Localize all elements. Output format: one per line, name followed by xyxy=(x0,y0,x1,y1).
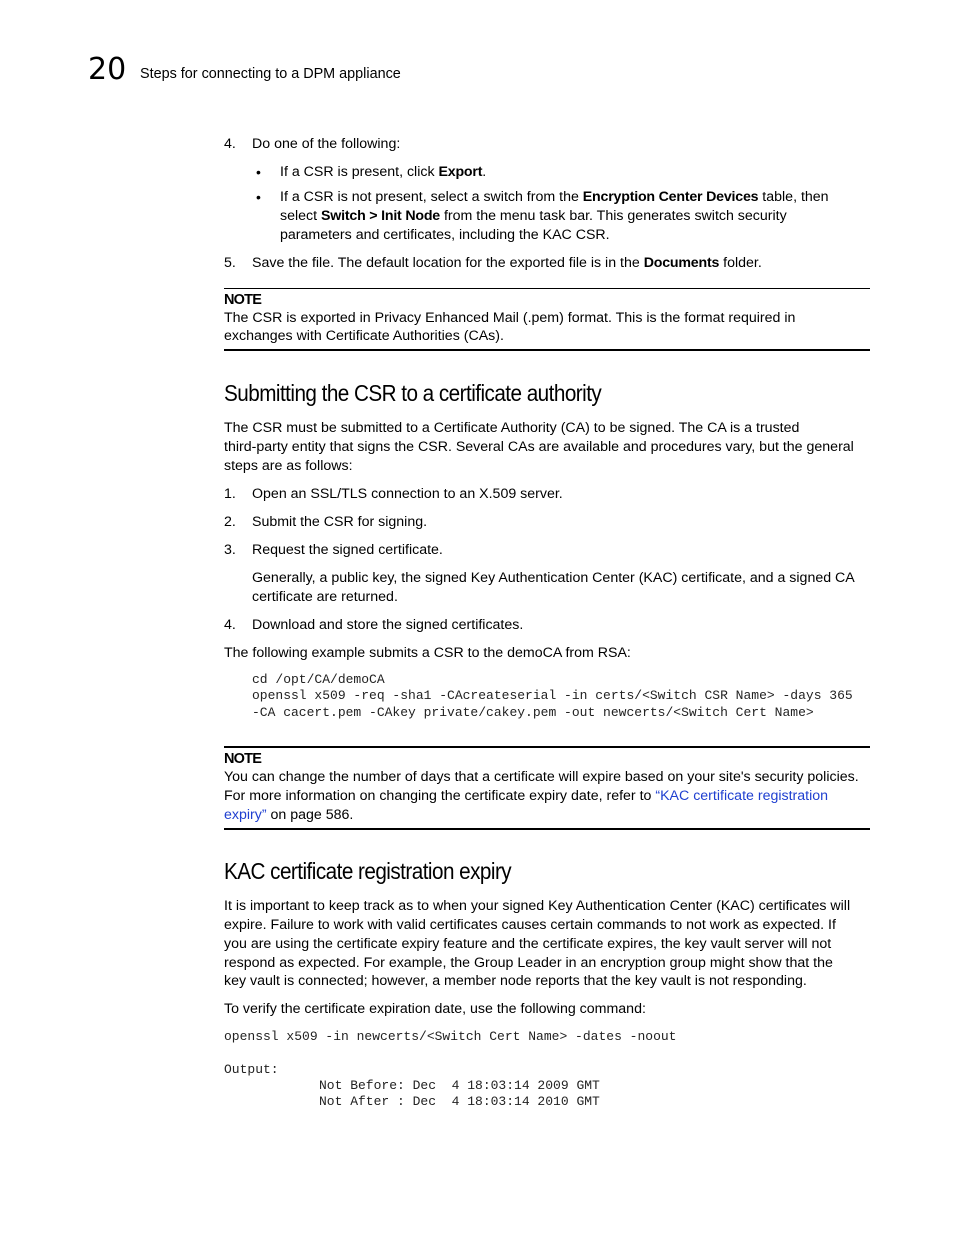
command-line: openssl x509 -in newcerts/<Switch Cert Name> -dates -noout xyxy=(224,1029,677,1044)
bullet-2-line-1: If a CSR is not present, select a switch from the Encryption Center Devices table, then xyxy=(280,189,829,205)
step-text: Download and store the signed certificates. xyxy=(252,617,524,633)
code-line: -CA cacert.pem -CAkey private/cakey.pem -out newcerts/<Switch Cert Name> xyxy=(252,705,814,720)
step-number: 2. xyxy=(224,514,236,530)
paragraph-line: steps are as follows: xyxy=(224,458,353,474)
note-label: NOTE xyxy=(224,751,262,767)
section-heading: Submitting the CSR to a certificate authority xyxy=(224,380,602,406)
note-bottom-rule xyxy=(224,349,870,351)
code-line: cd /opt/CA/demoCA xyxy=(252,672,385,687)
note-text-line-2: For more information on changing the certificate expiry date, refer to “KAC certificate registration xyxy=(224,788,829,804)
step-note-line: Generally, a public key, the signed Key Authentication Center (KAC) certificate, and a signed CA xyxy=(252,570,855,586)
output-line: Not After : Dec 4 18:03:14 2010 GMT xyxy=(319,1094,600,1109)
chapter-number: 20 xyxy=(88,52,127,87)
section-heading: KAC certificate registration expiry xyxy=(224,858,512,884)
code-line: openssl x509 -req -sha1 -CAcreateserial -in certs/<Switch CSR Name> -days 365 xyxy=(252,688,853,703)
step-4-number: 4. xyxy=(224,136,236,152)
paragraph-line: respond as expected. For example, the Group Leader in an encryption group might show that the xyxy=(224,955,833,971)
note-text-line-1: You can change the number of days that a certificate will expire based on your site's security policies. xyxy=(224,769,859,785)
note-bottom-rule xyxy=(224,828,870,830)
kac-expiry-link[interactable]: expiry” xyxy=(224,807,267,823)
step-number: 3. xyxy=(224,542,236,558)
step-number: 1. xyxy=(224,486,236,502)
paragraph-line: expire. Failure to work with valid certificates causes certain commands to not work as expected. If xyxy=(224,917,836,933)
output-line: Not Before: Dec 4 18:03:14 2009 GMT xyxy=(319,1078,600,1093)
example-intro: The following example submits a CSR to the demoCA from RSA: xyxy=(224,645,631,661)
export-label: Export xyxy=(438,164,483,180)
paragraph-line: you are using the certificate expiry feature and the certificate expires, the key vault server will not xyxy=(224,936,832,952)
bullet-2-line-3: parameters and certificates, including the KAC CSR. xyxy=(280,227,610,243)
kac-expiry-link[interactable]: “KAC certificate registration xyxy=(655,788,829,804)
step-5-text: Save the file. The default location for the exported file is in the Documents folder. xyxy=(252,255,762,271)
note-label: NOTE xyxy=(224,292,262,308)
output-label: Output: xyxy=(224,1062,279,1077)
bullet-1-text: If a CSR is present, click Export. xyxy=(280,164,487,180)
paragraph-line: The CSR must be submitted to a Certificate Authority (CA) to be signed. The CA is a trusted xyxy=(224,420,800,436)
step-5-number: 5. xyxy=(224,255,236,271)
step-4-text: Do one of the following: xyxy=(252,136,401,152)
paragraph-line: third-party entity that signs the CSR. Several CAs are available and procedures vary, but the general xyxy=(224,439,854,455)
paragraph-line: key vault is connected; however, a member node reports that the key vault is not responding. xyxy=(224,973,807,989)
step-note-line: certificate are returned. xyxy=(252,589,398,605)
chapter-title: Steps for connecting to a DPM appliance xyxy=(140,66,401,82)
bullet-2-line-2: select Switch > Init Node from the menu task bar. This generates switch security xyxy=(280,208,787,224)
step-number: 4. xyxy=(224,617,236,633)
note-text-line-1: The CSR is exported in Privacy Enhanced Mail (.pem) format. This is the format required in xyxy=(224,310,796,326)
note-text-line-2: exchanges with Certificate Authorities (CAs). xyxy=(224,328,504,344)
note-text-line-3: expiry” on page 586. xyxy=(224,807,354,823)
paragraph-line: To verify the certificate expiration date, use the following command: xyxy=(224,1001,646,1017)
step-text: Request the signed certificate. xyxy=(252,542,443,558)
bullet-icon: • xyxy=(256,189,261,205)
bullet-icon: • xyxy=(256,164,261,180)
note-top-rule xyxy=(224,288,870,289)
step-text: Submit the CSR for signing. xyxy=(252,514,428,530)
paragraph-line: It is important to keep track as to when your signed Key Authentication Center (KAC) certificates will xyxy=(224,898,851,914)
note-top-rule xyxy=(224,746,870,748)
step-text: Open an SSL/TLS connection to an X.509 server. xyxy=(252,486,563,502)
